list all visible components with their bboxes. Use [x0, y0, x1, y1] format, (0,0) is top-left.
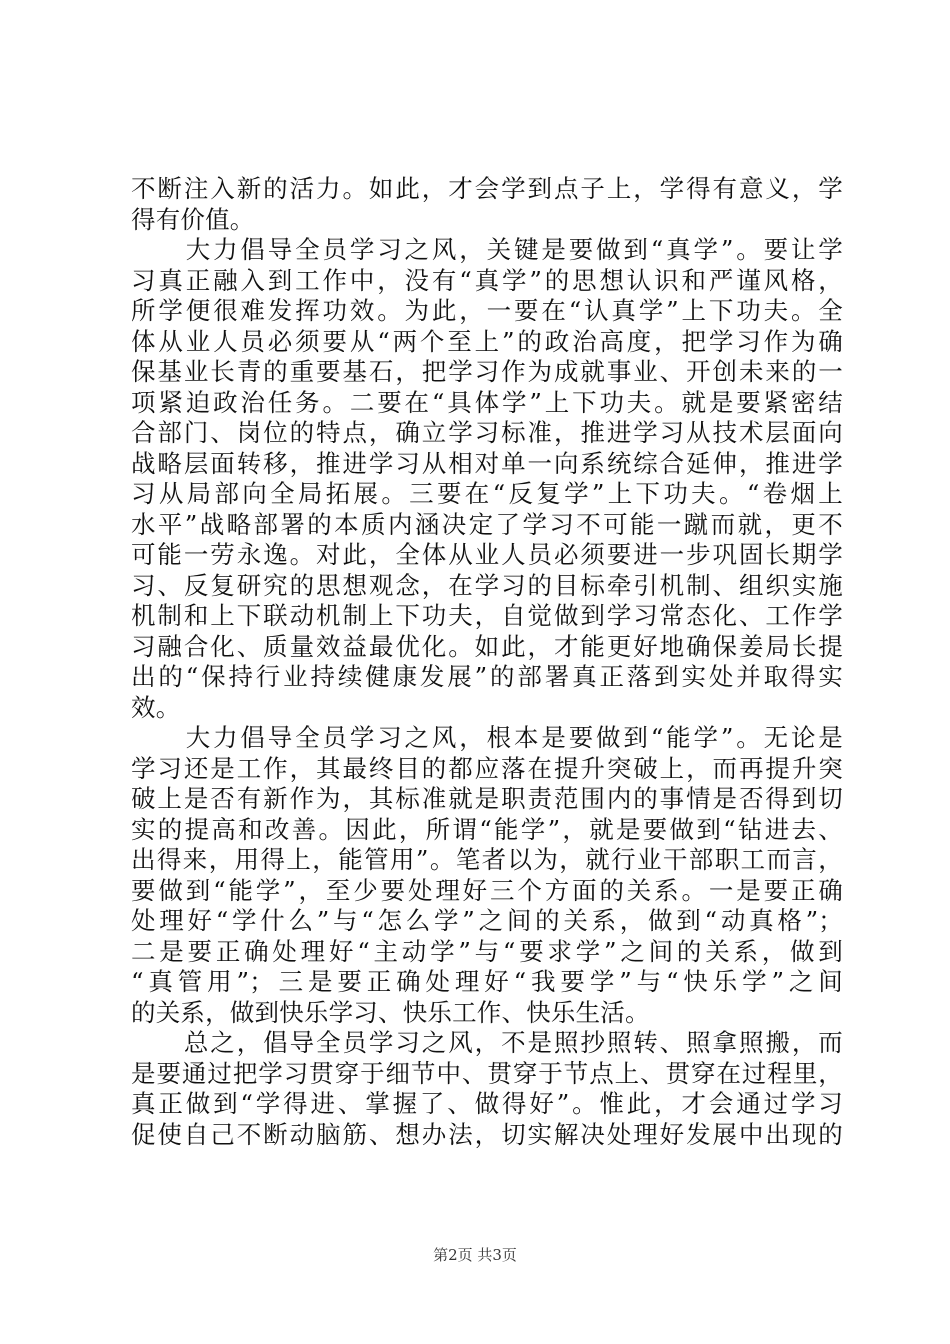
text-line: 习融合化、质量效益最优化。如此，才能更好地确保姜局长提 [131, 631, 843, 661]
text-line: 学习还是工作，其最终目的都应落在提升突破上，而再提升突 [131, 753, 843, 783]
text-line: 习真正融入到工作中，没有“真学”的思想认识和严谨风格， [131, 265, 843, 295]
text-line: 促使自己不断动脑筋、想办法，切实解决处理好发展中出现的 [131, 1119, 843, 1149]
text-line: 项紧迫政治任务。二要在“具体学”上下功夫。就是要紧密结 [131, 387, 843, 417]
text-line: 效。 [131, 692, 181, 722]
text-line: 不断注入新的活力。如此，才会学到点子上，学得有意义，学 [131, 174, 843, 203]
text-line: 合部门、岗位的特点，确立学习标准，推进学习从技术层面向 [131, 418, 843, 447]
text-line: 大力倡导全员学习之风，关键是要做到“真学”。要让学 [131, 235, 843, 264]
text-line: 体从业人员必须要从“两个至上”的政治高度，把学习作为确 [131, 326, 843, 356]
text-line: 总之，倡导全员学习之风，不是照抄照转、照拿照搬，而 [131, 1028, 843, 1057]
text-line: 真正做到“学得进、掌握了、做得好”。惟此，才会通过学习 [131, 1089, 843, 1118]
text-line: 要做到“能学”，至少要处理好三个方面的关系。一是要正确 [131, 875, 843, 905]
text-line: 习从局部向全局拓展。三要在“反复学”上下功夫。“卷烟上 [131, 479, 843, 508]
text-line: 得有价值。 [131, 204, 255, 234]
text-line: 出的“保持行业持续健康发展”的部署真正落到实处并取得实 [131, 662, 843, 691]
text-line: 机制和上下联动机制上下功夫，自觉做到学习常态化、工作学 [131, 601, 843, 630]
text-line: 是要通过把学习贯穿于细节中、贯穿于节点上、贯穿在过程里， [131, 1058, 843, 1088]
text-line: 水平”战略部署的本质内涵决定了学习不可能一蹴而就，更不 [131, 509, 843, 539]
text-line: 所学便很难发挥功效。为此，一要在“认真学”上下功夫。全 [131, 296, 843, 325]
page-footer: 第2页 共3页 [433, 1246, 517, 1264]
text-line: 破上是否有新作为，其标准就是职责范围内的事情是否得到切 [131, 784, 843, 813]
text-line: 处理好“学什么”与“怎么学”之间的关系，做到“动真格”； [131, 906, 843, 935]
text-line: “真管用”；三是要正确处理好“我要学”与“快乐学”之间 [131, 967, 843, 996]
text-line: 保基业长青的重要基石，把学习作为成就事业、开创未来的一 [131, 357, 843, 386]
text-line: 的关系，做到快乐学习、快乐工作、快乐生活。 [131, 997, 650, 1027]
text-line: 可能一劳永逸。对此，全体从业人员必须要进一步巩固长期学 [131, 540, 843, 569]
text-line: 出得来，用得上，能管用”。笔者以为，就行业干部职工而言， [131, 845, 843, 874]
text-line: 战略层面转移，推进学习从相对单一向系统综合延伸，推进学 [131, 448, 843, 478]
text-line: 实的提高和改善。因此，所谓“能学”，就是要做到“钻进去、 [131, 814, 843, 844]
text-line: 习、反复研究的思想观念，在学习的目标牵引机制、组织实施 [131, 570, 843, 600]
text-line: 二是要正确处理好“主动学”与“要求学”之间的关系，做到 [131, 936, 843, 966]
body-text [131, 174, 843, 1150]
text-line: 大力倡导全员学习之风，根本是要做到“能学”。无论是 [131, 723, 843, 752]
